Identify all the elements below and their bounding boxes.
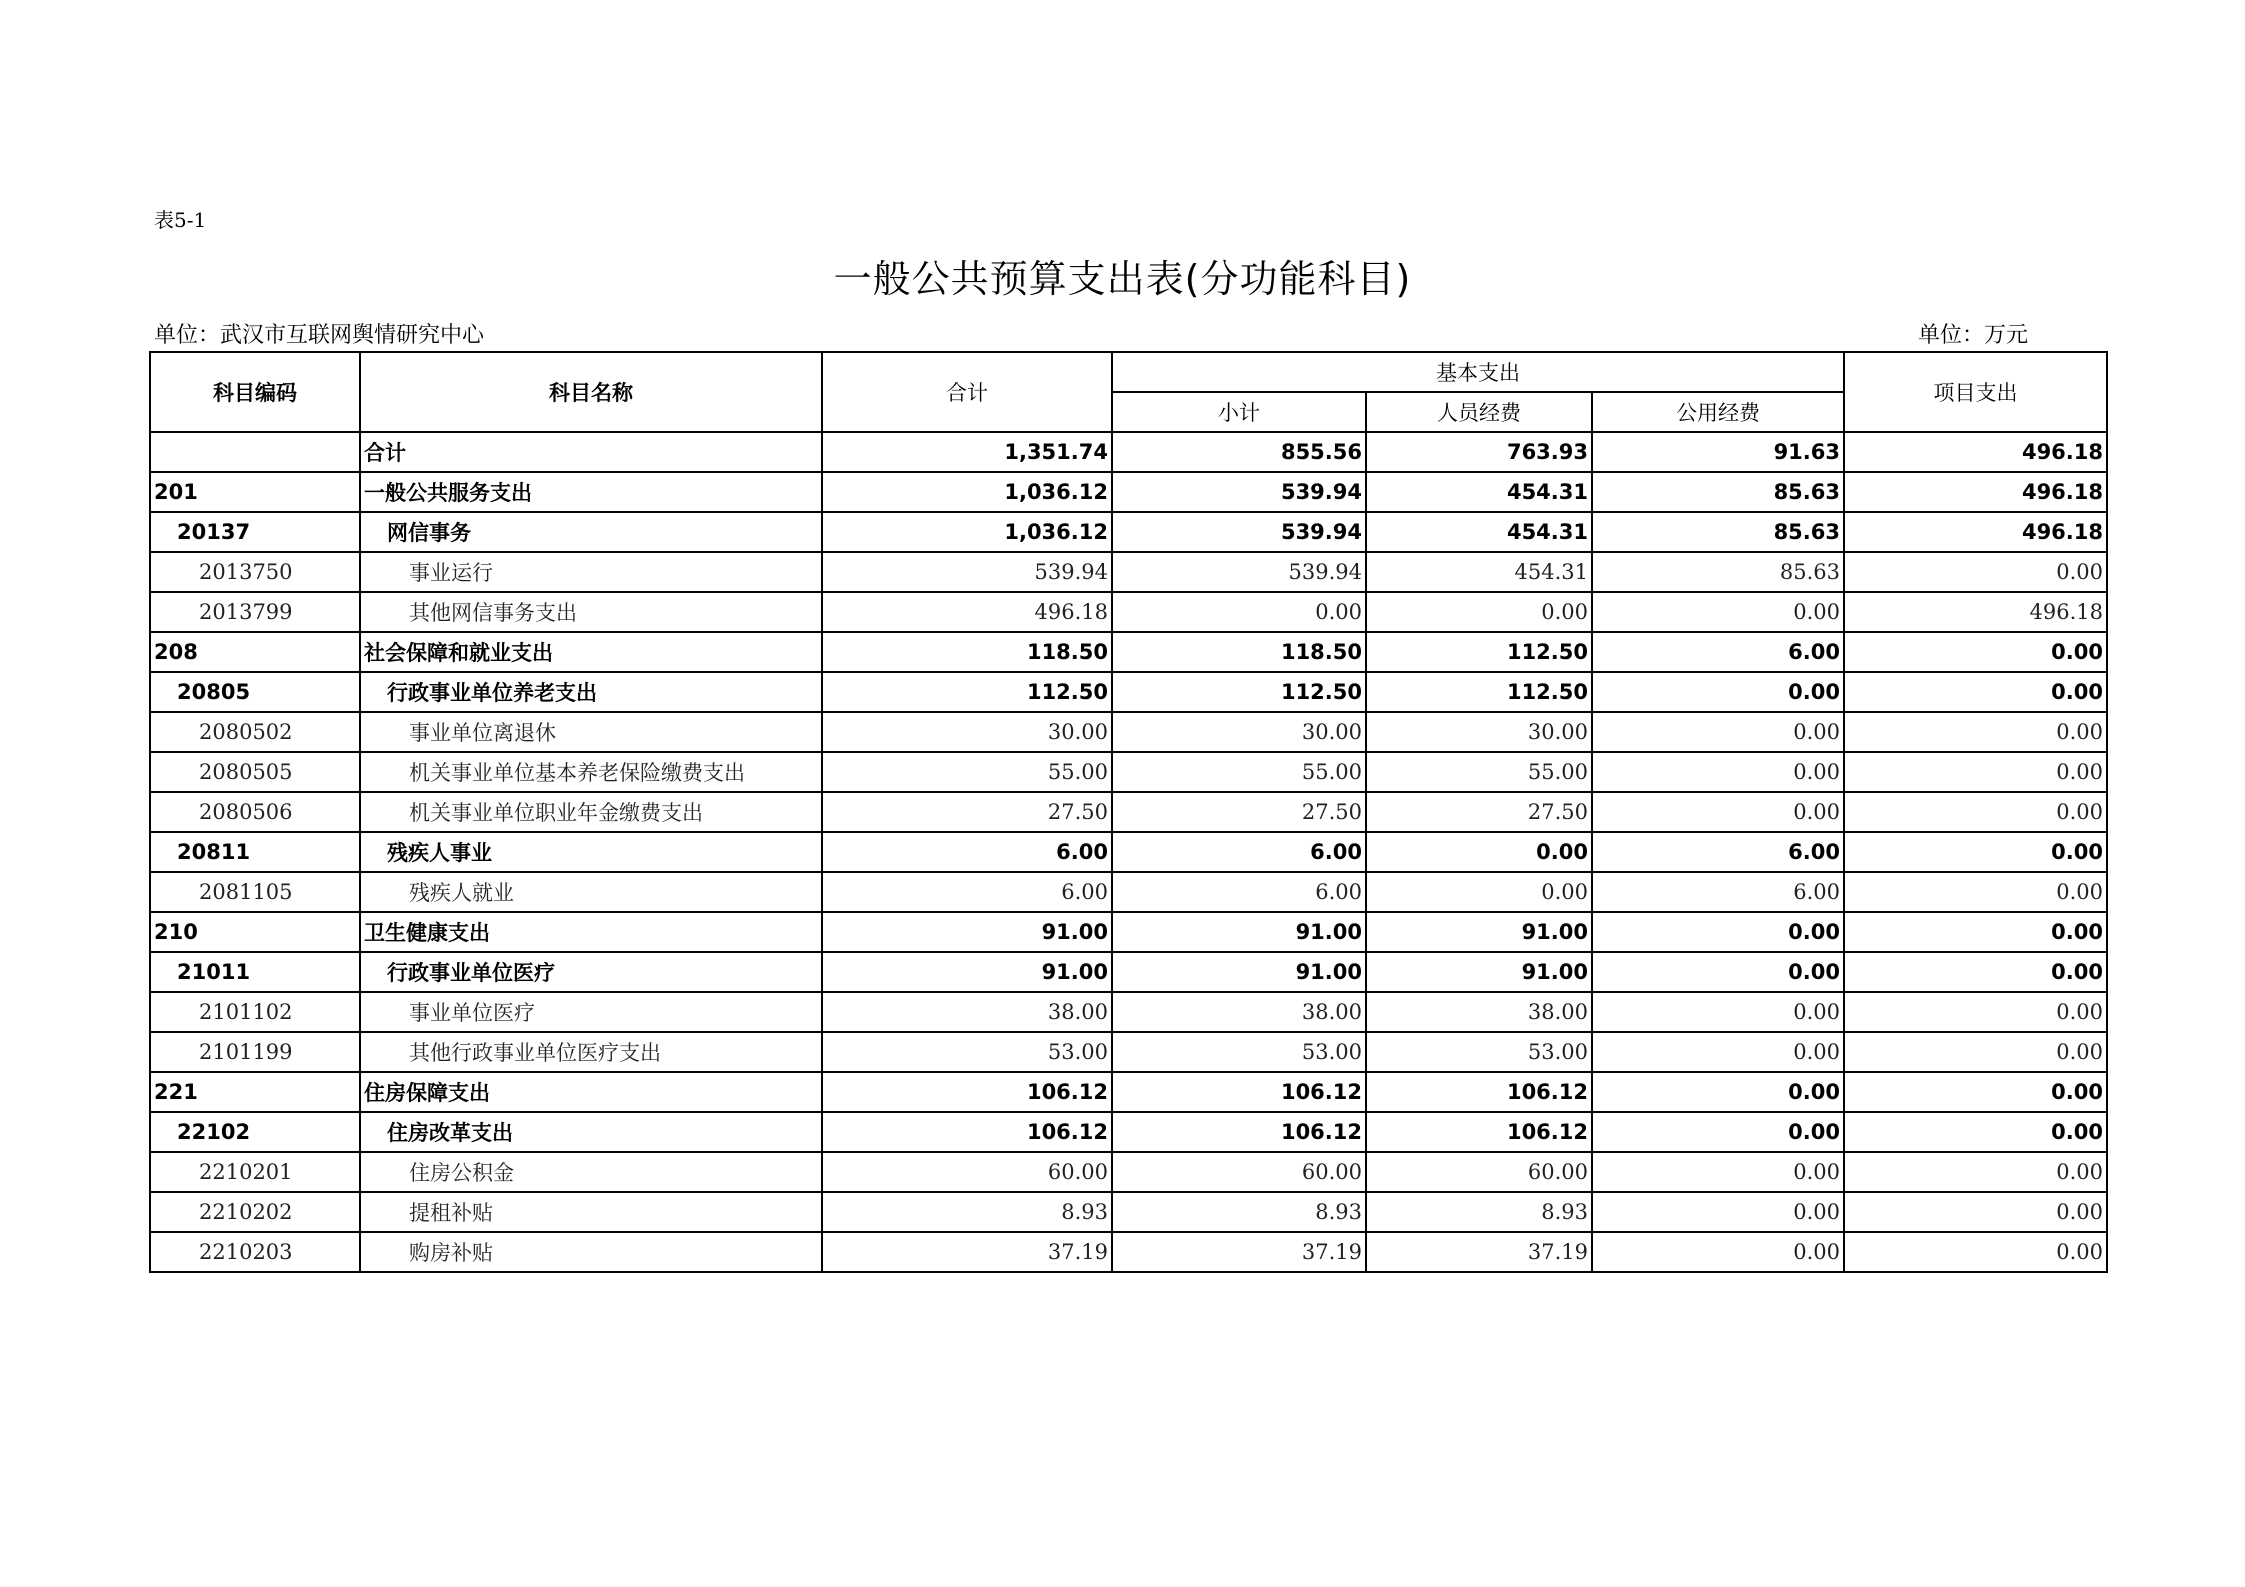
- cell-code: 2210202: [150, 1192, 360, 1232]
- cell-project: 0.00: [1844, 1192, 2107, 1232]
- cell-public: 6.00: [1592, 632, 1844, 672]
- cell-personnel: 112.50: [1366, 632, 1592, 672]
- table-row: [150, 1072, 2107, 1112]
- cell-name: 住房公积金: [360, 1152, 822, 1192]
- cell-subtotal: 37.19: [1112, 1232, 1366, 1272]
- col-header-total: 合计: [822, 352, 1112, 432]
- cell-code: 2081105: [150, 872, 360, 912]
- cell-personnel: 55.00: [1366, 752, 1592, 792]
- cell-project: 0.00: [1844, 632, 2107, 672]
- table-row: [150, 1232, 2107, 1272]
- cell-personnel: 454.31: [1366, 472, 1592, 512]
- cell-total: 539.94: [822, 552, 1112, 592]
- cell-public: 85.63: [1592, 552, 1844, 592]
- cell-total: 1,036.12: [822, 512, 1112, 552]
- col-header-public: 公用经费: [1592, 392, 1844, 432]
- cell-personnel: 112.50: [1366, 672, 1592, 712]
- table-body: [150, 432, 2107, 1272]
- table-row: [150, 752, 2107, 792]
- cell-personnel: 37.19: [1366, 1232, 1592, 1272]
- cell-personnel: 106.12: [1366, 1112, 1592, 1152]
- cell-personnel: 27.50: [1366, 792, 1592, 832]
- cell-personnel: 0.00: [1366, 872, 1592, 912]
- cell-project: 0.00: [1844, 1152, 2107, 1192]
- cell-subtotal: 91.00: [1112, 912, 1366, 952]
- page-title: 一般公共预算支出表(分功能科目): [833, 257, 1412, 301]
- cell-public: 0.00: [1592, 1232, 1844, 1272]
- table-row: [150, 792, 2107, 832]
- cell-project: 0.00: [1844, 1032, 2107, 1072]
- cell-total: 112.50: [822, 672, 1112, 712]
- table-row: [150, 832, 2107, 872]
- cell-name: 住房改革支出: [360, 1112, 822, 1152]
- cell-public: 0.00: [1592, 752, 1844, 792]
- organization-unit-label: 单位：武汉市互联网舆情研究中心: [154, 323, 485, 348]
- cell-code: 2013799: [150, 592, 360, 632]
- cell-project: 0.00: [1844, 1232, 2107, 1272]
- cell-total: 6.00: [822, 872, 1112, 912]
- cell-project: 0.00: [1844, 1072, 2107, 1112]
- table-row: [150, 632, 2107, 672]
- cell-name: 社会保障和就业支出: [360, 632, 822, 672]
- cell-public: 0.00: [1592, 592, 1844, 632]
- cell-total: 8.93: [822, 1192, 1112, 1232]
- cell-public: 0.00: [1592, 1112, 1844, 1152]
- cell-total: 496.18: [822, 592, 1112, 632]
- cell-subtotal: 112.50: [1112, 672, 1366, 712]
- cell-total: 6.00: [822, 832, 1112, 872]
- cell-subtotal: 0.00: [1112, 592, 1366, 632]
- cell-project: 0.00: [1844, 832, 2107, 872]
- cell-code: 208: [150, 632, 360, 672]
- cell-personnel: 763.93: [1366, 432, 1592, 472]
- cell-name: 其他行政事业单位医疗支出: [360, 1032, 822, 1072]
- cell-personnel: 53.00: [1366, 1032, 1592, 1072]
- cell-public: 0.00: [1592, 1152, 1844, 1192]
- table-row: [150, 1032, 2107, 1072]
- cell-personnel: 91.00: [1366, 912, 1592, 952]
- cell-subtotal: 539.94: [1112, 552, 1366, 592]
- cell-code: 2210203: [150, 1232, 360, 1272]
- cell-project: 0.00: [1844, 792, 2107, 832]
- cell-total: 60.00: [822, 1152, 1112, 1192]
- cell-code: 201: [150, 472, 360, 512]
- cell-code: 210: [150, 912, 360, 952]
- cell-code: 2101199: [150, 1032, 360, 1072]
- table-row: [150, 672, 2107, 712]
- cell-project: 0.00: [1844, 1112, 2107, 1152]
- cell-name: 事业单位医疗: [360, 992, 822, 1032]
- cell-subtotal: 53.00: [1112, 1032, 1366, 1072]
- cell-name: 机关事业单位职业年金缴费支出: [360, 792, 822, 832]
- table-header: [150, 352, 2107, 432]
- cell-code: 2080505: [150, 752, 360, 792]
- cell-name: 其他网信事务支出: [360, 592, 822, 632]
- cell-code: 2101102: [150, 992, 360, 1032]
- cell-public: 0.00: [1592, 912, 1844, 952]
- col-header-subtotal: 小计: [1112, 392, 1366, 432]
- cell-public: 0.00: [1592, 1072, 1844, 1112]
- cell-name: 一般公共服务支出: [360, 472, 822, 512]
- cell-total: 38.00: [822, 992, 1112, 1032]
- table-row: [150, 432, 2107, 472]
- cell-personnel: 454.31: [1366, 512, 1592, 552]
- table-row: [150, 992, 2107, 1032]
- cell-code: 221: [150, 1072, 360, 1112]
- cell-name: 机关事业单位基本养老保险缴费支出: [360, 752, 822, 792]
- cell-public: 85.63: [1592, 512, 1844, 552]
- cell-name: 住房保障支出: [360, 1072, 822, 1112]
- cell-personnel: 106.12: [1366, 1072, 1592, 1112]
- cell-project: 496.18: [1844, 512, 2107, 552]
- cell-code: 22102: [150, 1112, 360, 1152]
- cell-total: 55.00: [822, 752, 1112, 792]
- cell-code: 21011: [150, 952, 360, 992]
- cell-code: 2080502: [150, 712, 360, 752]
- cell-subtotal: 8.93: [1112, 1192, 1366, 1232]
- cell-name: 网信事务: [360, 512, 822, 552]
- cell-name: 残疾人就业: [360, 872, 822, 912]
- cell-project: 0.00: [1844, 712, 2107, 752]
- cell-name: 事业单位离退休: [360, 712, 822, 752]
- cell-code: 2013750: [150, 552, 360, 592]
- cell-subtotal: 55.00: [1112, 752, 1366, 792]
- cell-name: 提租补贴: [360, 1192, 822, 1232]
- cell-project: 0.00: [1844, 912, 2107, 952]
- col-header-basic: 基本支出: [1112, 352, 1844, 392]
- cell-project: 496.18: [1844, 592, 2107, 632]
- cell-public: 6.00: [1592, 832, 1844, 872]
- cell-subtotal: 118.50: [1112, 632, 1366, 672]
- cell-project: 0.00: [1844, 872, 2107, 912]
- cell-subtotal: 60.00: [1112, 1152, 1366, 1192]
- cell-code: 20811: [150, 832, 360, 872]
- col-header-code: 科目编码: [150, 352, 360, 432]
- cell-public: 0.00: [1592, 792, 1844, 832]
- cell-subtotal: 27.50: [1112, 792, 1366, 832]
- currency-unit-label: 单位：万元: [1918, 323, 2029, 348]
- col-header-name: 科目名称: [360, 352, 822, 432]
- col-header-project: 项目支出: [1844, 352, 2107, 432]
- cell-code: [150, 432, 360, 472]
- table-row: [150, 592, 2107, 632]
- cell-project: 0.00: [1844, 752, 2107, 792]
- cell-name: 残疾人事业: [360, 832, 822, 872]
- cell-project: 496.18: [1844, 432, 2107, 472]
- cell-subtotal: 30.00: [1112, 712, 1366, 752]
- table-row: [150, 472, 2107, 512]
- cell-public: 0.00: [1592, 1192, 1844, 1232]
- cell-total: 118.50: [822, 632, 1112, 672]
- table-row: [150, 952, 2107, 992]
- cell-total: 106.12: [822, 1112, 1112, 1152]
- cell-public: 0.00: [1592, 992, 1844, 1032]
- cell-public: 0.00: [1592, 1032, 1844, 1072]
- cell-total: 37.19: [822, 1232, 1112, 1272]
- cell-code: 20805: [150, 672, 360, 712]
- cell-personnel: 38.00: [1366, 992, 1592, 1032]
- cell-total: 30.00: [822, 712, 1112, 752]
- cell-code: 2210201: [150, 1152, 360, 1192]
- table-row: [150, 1112, 2107, 1152]
- cell-name: 合计: [360, 432, 822, 472]
- cell-name: 行政事业单位医疗: [360, 952, 822, 992]
- cell-name: 行政事业单位养老支出: [360, 672, 822, 712]
- cell-code: 20137: [150, 512, 360, 552]
- col-header-personnel: 人员经费: [1366, 392, 1592, 432]
- cell-total: 27.50: [822, 792, 1112, 832]
- cell-public: 6.00: [1592, 872, 1844, 912]
- cell-personnel: 60.00: [1366, 1152, 1592, 1192]
- table-row: [150, 1192, 2107, 1232]
- table-row: [150, 872, 2107, 912]
- budget-table: [149, 351, 2108, 1273]
- cell-subtotal: 539.94: [1112, 472, 1366, 512]
- cell-personnel: 91.00: [1366, 952, 1592, 992]
- cell-subtotal: 106.12: [1112, 1112, 1366, 1152]
- table-row: [150, 512, 2107, 552]
- cell-subtotal: 6.00: [1112, 872, 1366, 912]
- cell-name: 事业运行: [360, 552, 822, 592]
- cell-subtotal: 6.00: [1112, 832, 1366, 872]
- cell-total: 91.00: [822, 912, 1112, 952]
- cell-public: 0.00: [1592, 672, 1844, 712]
- cell-public: 91.63: [1592, 432, 1844, 472]
- cell-total: 1,351.74: [822, 432, 1112, 472]
- cell-personnel: 454.31: [1366, 552, 1592, 592]
- table-number: 表5-1: [154, 208, 207, 232]
- table-row: [150, 552, 2107, 592]
- cell-public: 0.00: [1592, 712, 1844, 752]
- cell-subtotal: 91.00: [1112, 952, 1366, 992]
- cell-personnel: 0.00: [1366, 832, 1592, 872]
- cell-total: 53.00: [822, 1032, 1112, 1072]
- table-row: [150, 912, 2107, 952]
- cell-code: 2080506: [150, 792, 360, 832]
- cell-project: 0.00: [1844, 952, 2107, 992]
- cell-project: 0.00: [1844, 992, 2107, 1032]
- cell-project: 0.00: [1844, 672, 2107, 712]
- cell-total: 1,036.12: [822, 472, 1112, 512]
- cell-personnel: 8.93: [1366, 1192, 1592, 1232]
- cell-subtotal: 855.56: [1112, 432, 1366, 472]
- table-row: [150, 1152, 2107, 1192]
- cell-subtotal: 38.00: [1112, 992, 1366, 1032]
- table-row: [150, 712, 2107, 752]
- cell-project: 496.18: [1844, 472, 2107, 512]
- cell-total: 91.00: [822, 952, 1112, 992]
- cell-subtotal: 106.12: [1112, 1072, 1366, 1112]
- cell-public: 0.00: [1592, 952, 1844, 992]
- cell-name: 购房补贴: [360, 1232, 822, 1272]
- cell-subtotal: 539.94: [1112, 512, 1366, 552]
- cell-public: 85.63: [1592, 472, 1844, 512]
- cell-name: 卫生健康支出: [360, 912, 822, 952]
- cell-project: 0.00: [1844, 552, 2107, 592]
- cell-personnel: 0.00: [1366, 592, 1592, 632]
- cell-personnel: 30.00: [1366, 712, 1592, 752]
- cell-total: 106.12: [822, 1072, 1112, 1112]
- header-row-top: [150, 352, 2107, 392]
